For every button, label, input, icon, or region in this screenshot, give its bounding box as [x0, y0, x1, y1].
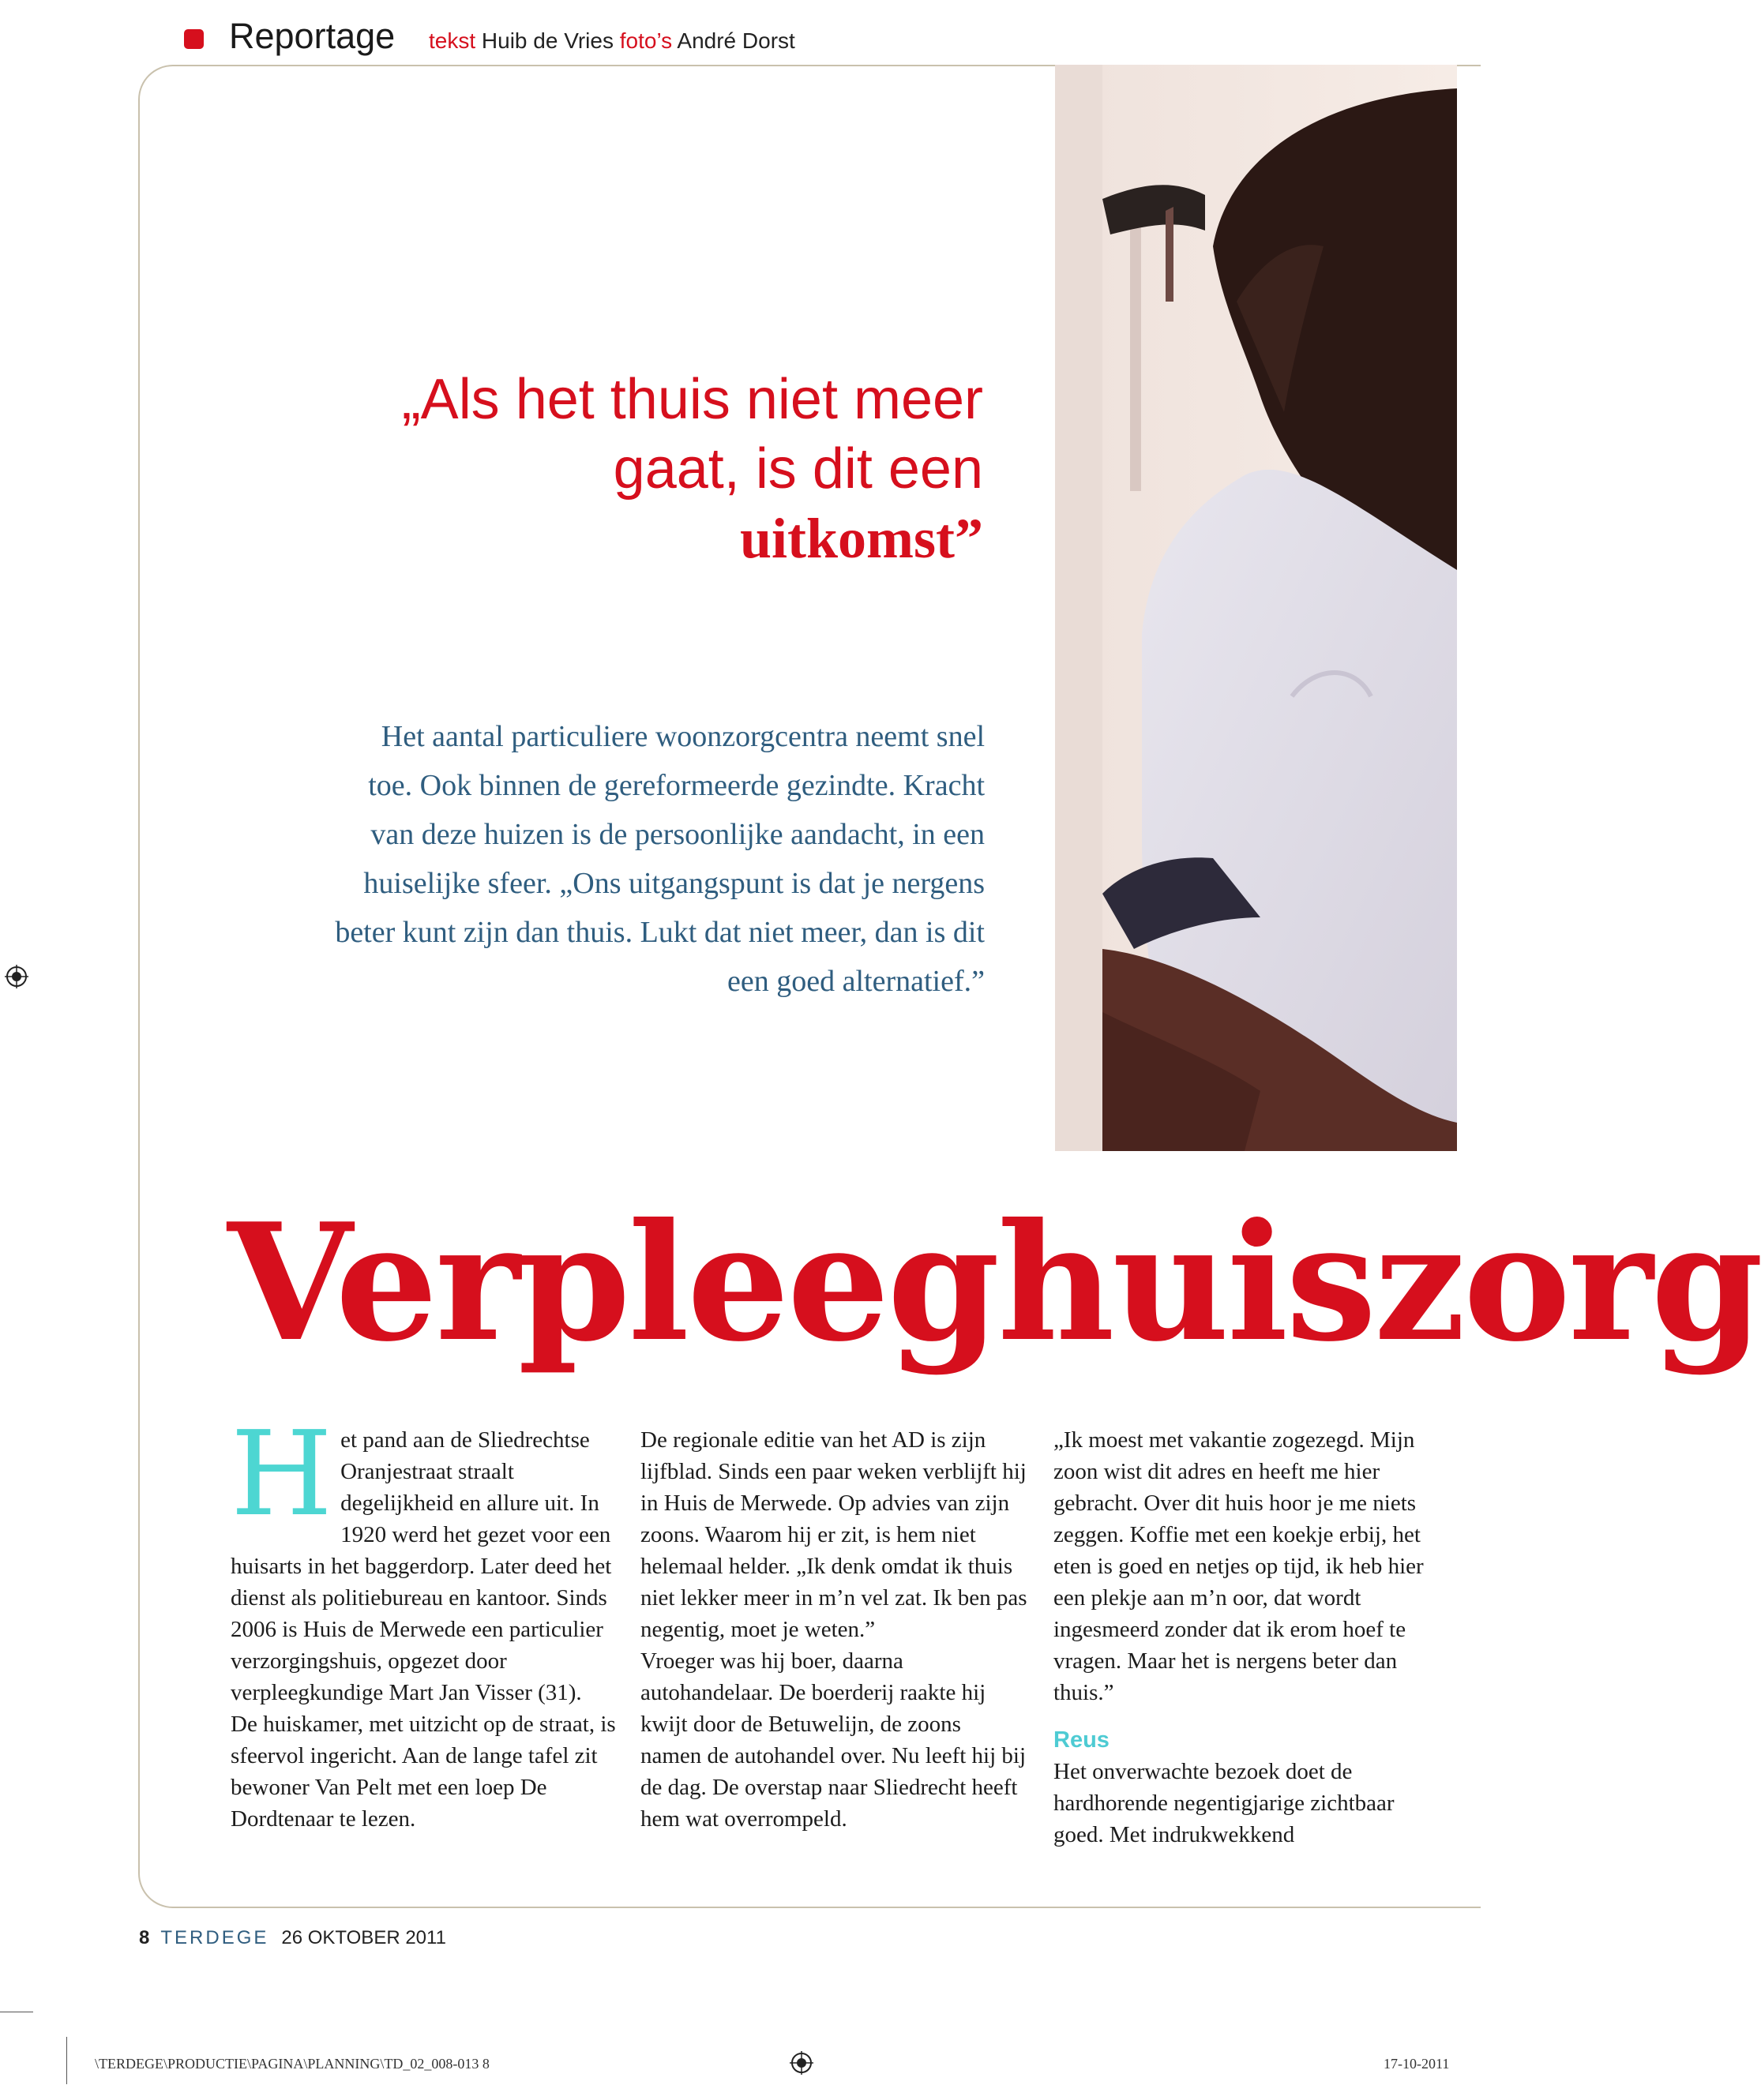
article-photo: [1055, 65, 1457, 1151]
page-number: 8: [139, 1927, 150, 1948]
intro-paragraph: Het aantal particuliere woonzorgcentra neemt snel toe. Ook binnen de gereformeerde gezindte. Kracht van deze huizen is de persoonlijke aandacht, in een huiselijke sfeer. „Ons uitgangspunt is dat je nergens beter kunt zijn dan thuis. Lukt dat niet meer, dan is dit een goed alternatief.”: [335, 720, 985, 998]
photographer-name: André Dorst: [677, 28, 795, 53]
col1-paragraph-1: et pand aan de Sliedrechtse Oranjestraat straalt degelijkheid en allure uit. In 1920 werd het gezet voor een huisarts in het baggerdorp. Later deed het dienst als politiebureau en kantoor. Sinds 2006 is Huis de Merwede een particulier verzorgingshuis, opgezet door verpleegkundige Mart Jan Visser (31).: [231, 1427, 612, 1705]
pull-quote: [237, 365, 983, 573]
photo-nurse-illustration: [1055, 65, 1457, 1151]
issue-date: 26 OKTOBER 2011: [281, 1927, 446, 1948]
body-column-2: [640, 1424, 1027, 1835]
credits: [429, 27, 795, 55]
quote-emphasis: uitkomst”: [739, 507, 983, 570]
subheading: Reus: [1053, 1727, 1110, 1753]
col2-paragraph-1: De regionale editie van het AD is zijn lijfblad. Sinds een paar weken verblijft hij in Huis de Merwede. Op advies van zijn zoons. Waarom hij er zit, is hem niet helemaal helder. „Ik denk omdat ik thuis niet lekker meer in m’n vel zat. Ik ben pas negentig, moet je weten.”: [640, 1427, 1027, 1642]
col2-paragraph-2: Vroeger was hij boer, daarna autohandelaar. De boerderij raakte hij kwijt door de Betuwelijn, de zoons namen de autohandel over. Nu leeft hij bij de dag. De overstap naar Sliedrecht heeft hem wat overrompeld.: [640, 1648, 1027, 1832]
print-slug: \TERDEGE\PRODUCTIE\PAGINA\PLANNING\TD_02_008-013 8: [95, 2056, 490, 2072]
registration-mark-icon: [5, 965, 28, 988]
author-name: Huib de Vries: [481, 28, 614, 53]
col3-paragraph-2: Het onverwachte bezoek doet de hardhorende negentigjarige zichtbaar goed. Met indrukwekkend: [1053, 1759, 1395, 1847]
crop-mark: [66, 2037, 67, 2084]
text-label: tekst: [429, 28, 476, 53]
print-slug-date: 17-10-2011: [1384, 2056, 1450, 2072]
quote-line-1: „Als het thuis niet meer: [401, 368, 983, 431]
body-column-1: [231, 1406, 618, 1835]
registration-mark-icon: [790, 2051, 813, 2075]
photo-label: foto’s: [619, 28, 673, 53]
drop-cap: H: [231, 1406, 333, 1542]
col1-paragraph-2: De huiskamer, met uitzicht op de straat, is sfeervol ingericht. Aan de lange tafel zit bewoner Van Pelt met een loep De Dordtenaar te lezen.: [231, 1712, 616, 1832]
section-title: Reportage: [229, 16, 396, 56]
page-folio: [139, 1926, 446, 1950]
quote-line-2: gaat, is dit een: [613, 437, 983, 501]
section-marker: [184, 29, 204, 49]
body-column-3: [1053, 1424, 1440, 1851]
col3-paragraph-1: „Ik moest met vakantie zogezegd. Mijn zoon wist dit adres en heeft me hier gebracht. Over dit huis hoor je me niets zeggen. Koffie met een koekje erbij, het eten is goed en netjes op tijd, ik heb hier een plekje aan m’n oor, dat wordt ingesmeerd zonder dat ik erom hoef te vragen. Maar het is nergens beter dan thuis.”: [1053, 1427, 1424, 1705]
headline: Verpleeghuiszorg: [227, 1188, 1761, 1378]
magazine-name: TERDEGE: [160, 1927, 269, 1948]
